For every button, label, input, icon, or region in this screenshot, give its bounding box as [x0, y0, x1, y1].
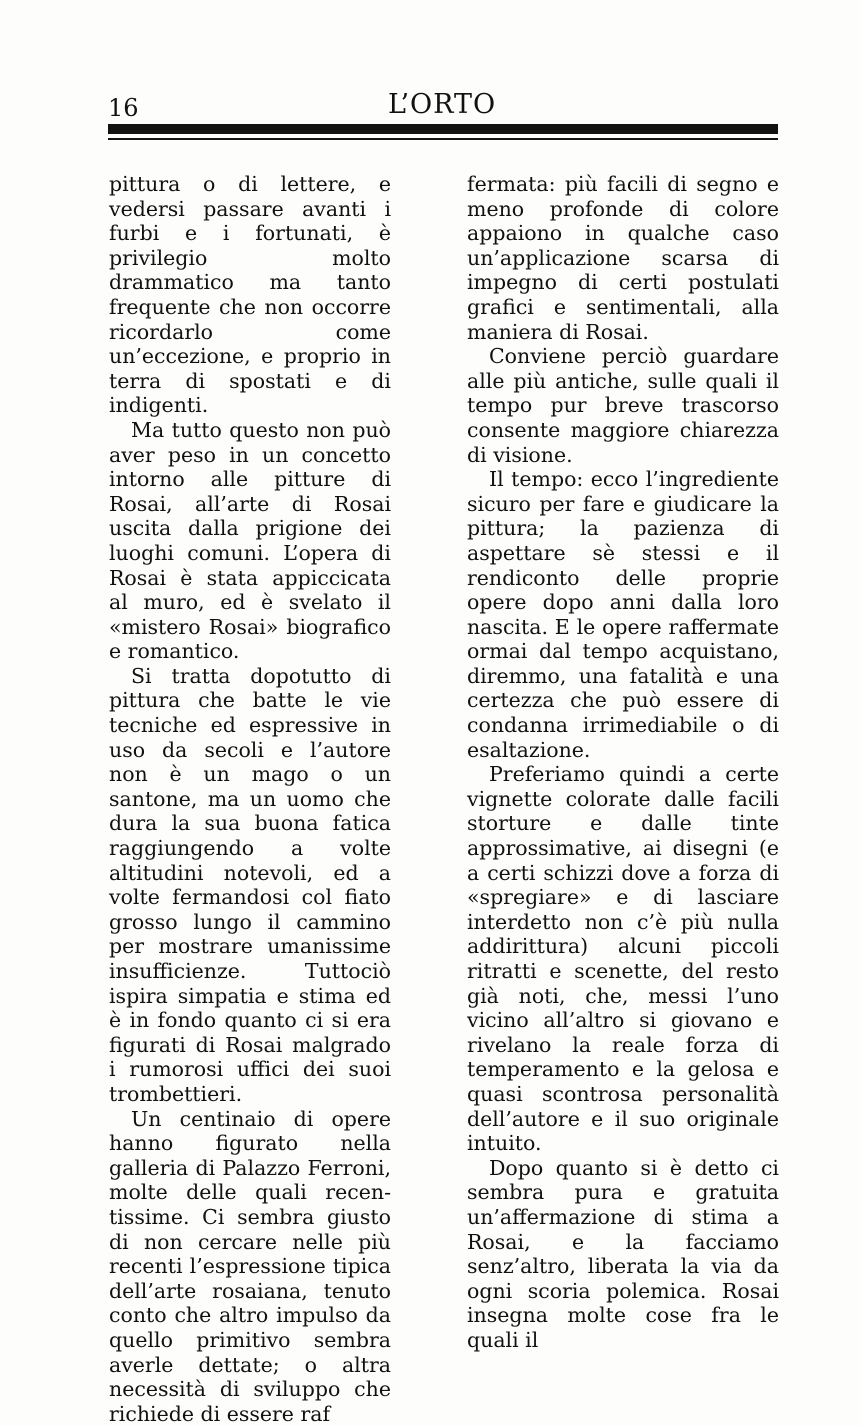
paragraph: Preferiamo quindi a certe vignette colorate dalle facili storture e dalle tinte approssimative, ai disegni (e a certi schizzi dove a forza di «spregiare» e di lasciare interdetto non c’è più nulla addirittura) alcuni piccoli ritratti e scenette, del resto già noti, che, messi l’uno vicino all’altro si giovano e rivelano la reale forza di temperamento e la gelosa e quasi scontrosa personalità dell’autore e il suo originale intuito. — [467, 762, 779, 1156]
paragraph: Ma tutto questo non può aver peso in un concetto intorno alle pitture di Rosai, all’arte di Rosai uscita dalla prigione dei luoghi comuni. L’opera di Rosai è stata appiccicata al muro, ed è svelato il «mistero Rosai» biografico e romantico. — [109, 417, 391, 664]
paragraph: Il tempo: ecco l’ingrediente sicuro per fare e giudicare la pittura; la pazienza di aspettare sè stessi e il rendiconto delle proprie opere dopo anni dalla loro nascita. E le opere raffermate ormai dal tempo acquistano, diremmo, una fatalità e una certezza che può essere di condanna irrimediabile o di esaltazione. — [467, 467, 779, 762]
left-column — [109, 172, 391, 1426]
running-title: L’ORTO — [388, 89, 497, 120]
page-header — [0, 0, 860, 150]
right-column — [467, 172, 779, 1353]
header-rule-thick — [108, 124, 778, 134]
paragraph: Conviene perciò guardare alle più antiche, sulle quali il tempo pur breve trascorso consente maggiore chiarezza di visione. — [467, 344, 779, 467]
page-number: 16 — [108, 94, 139, 122]
paragraph: pittura o di lettere, e vedersi passare avanti i furbi e i fortunati, è privilegio molto drammatico ma tanto frequente che non occorre ricordarlo come un’eccezione, e proprio in terra di spostati e di indigenti. — [109, 172, 391, 418]
paragraph: Si tratta dopotutto di pittura che batte le vie tecniche ed espressive in uso da secoli e l’autore non è un mago o un santone, ma un uomo che dura la sua buona fatica raggiungendo a volte altitudini notevoli, ed a volte fermandosi col fiato grosso lungo il cammino per mostrare umanissime insufficienze. Tuttociò ispira simpatia e stima ed è in fondo quanto ci si era figurati di Rosai malgrado i rumorosi uffici dei suoi trombettieri. — [109, 663, 391, 1106]
header-rule-thin — [108, 138, 778, 140]
paragraph: fermata: più facili di segno e meno profonde di colore appaiono in qualche caso un’applicazione scarsa di impegno di certi postulati grafici e sentimentali, alla maniera di Rosai. — [467, 172, 779, 344]
paragraph: Un centinaio di opere hanno figurato nella galleria di Palazzo Ferroni, molte delle quali recentissime. Ci sembra giusto di non cercare nelle più recenti l’espressione tipica dell’arte rosaiana, tenuto conto che altro impulso da quello primitivo sembra averle dettate; o altra necessità di sviluppo che richiede di essere raf — [109, 1106, 391, 1426]
paragraph: Dopo quanto si è detto ci sembra pura e gratuita un’affermazione di stima a Rosai, e la facciamo senz’altro, liberata la via da ogni scoria polemica. Rosai insegna molte cose fra le quali il — [467, 1155, 779, 1352]
